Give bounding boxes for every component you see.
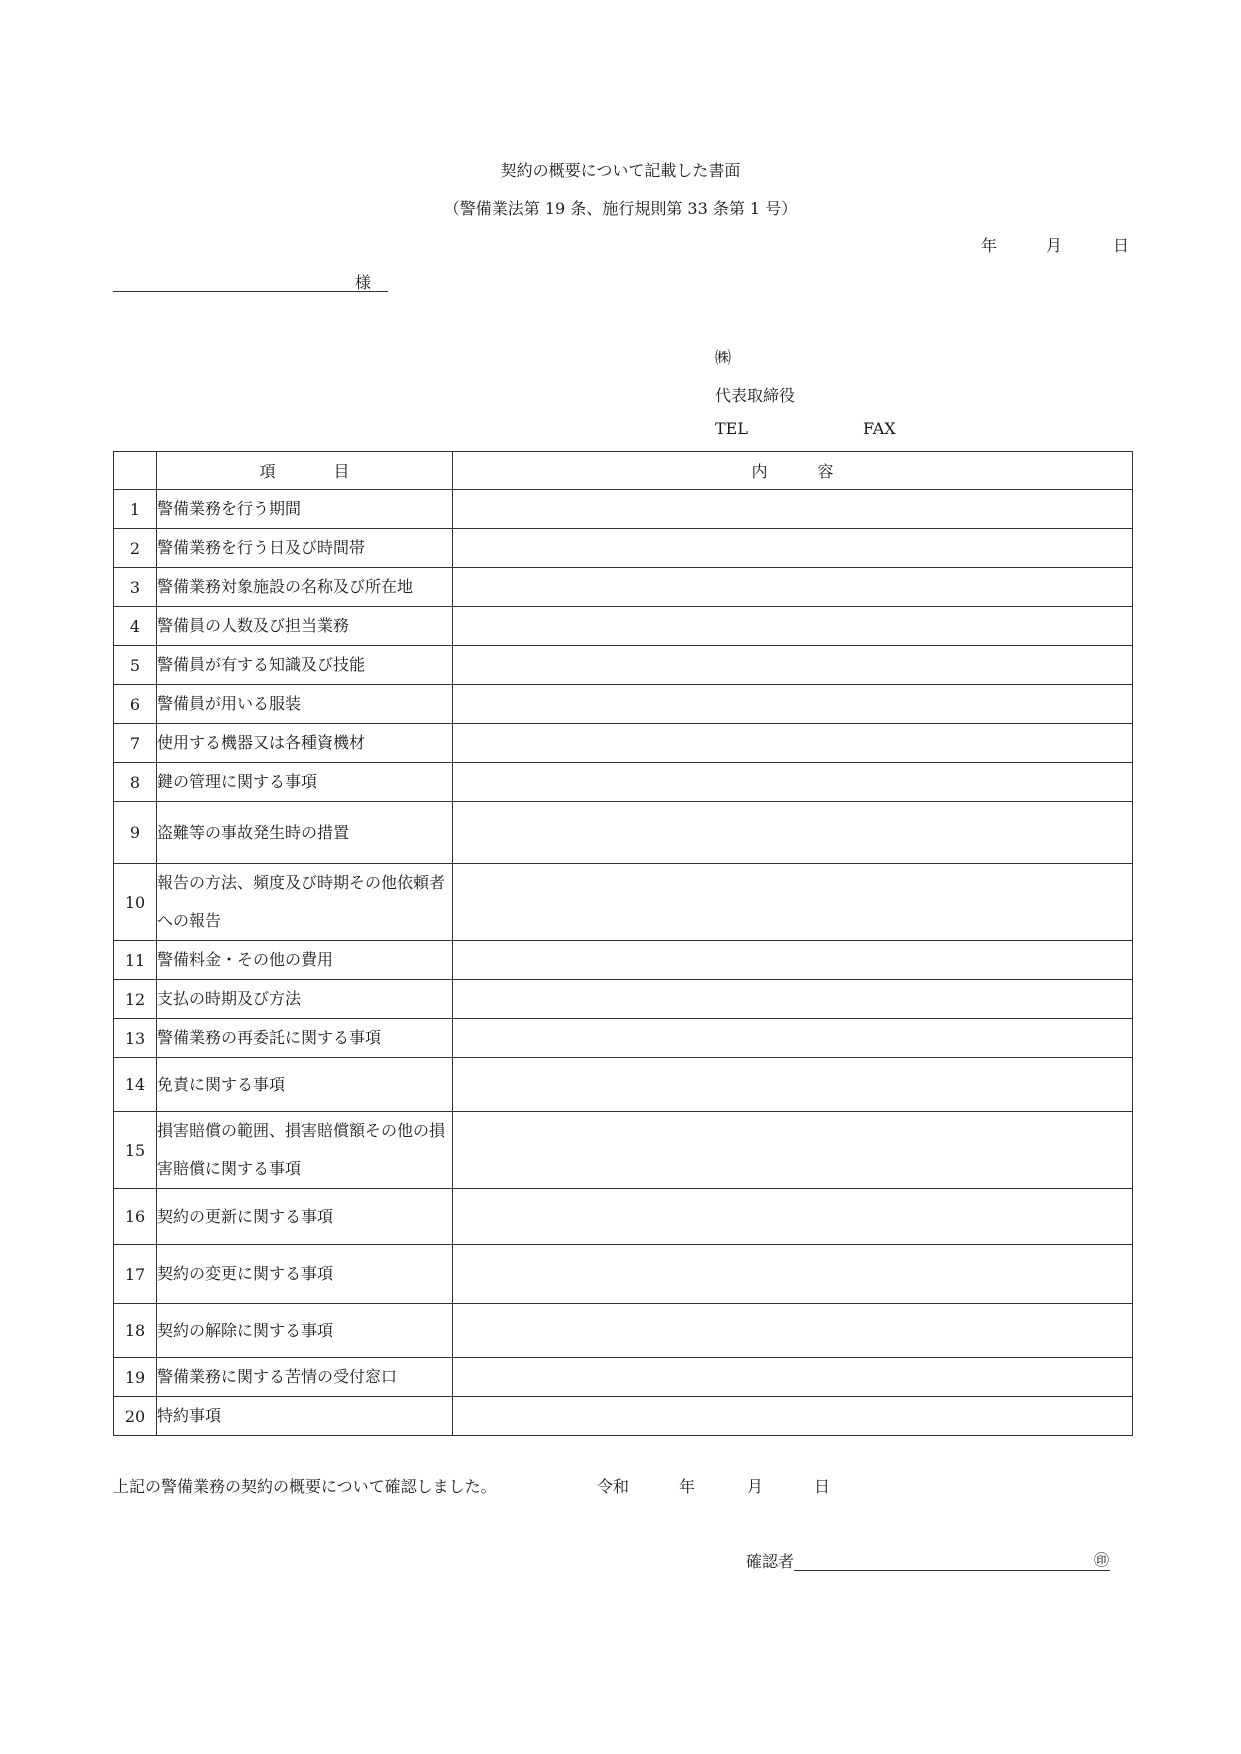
company-mark: ㈱ <box>715 348 732 367</box>
row-number: 7 <box>114 724 157 763</box>
table-row <box>114 1189 1133 1245</box>
row-item-label: 警備業務の再委託に関する事項 <box>157 1019 453 1058</box>
row-content-field[interactable] <box>453 763 1133 802</box>
header-content-char-1: 内 <box>751 462 768 481</box>
row-number: 14 <box>114 1058 157 1112</box>
row-item-label: 免責に関する事項 <box>157 1058 453 1112</box>
table-row <box>114 607 1133 646</box>
seal-mark: ㊞ <box>1094 1551 1110 1569</box>
table-row <box>114 1112 1133 1189</box>
row-item-label: 警備員が有する知識及び技能 <box>157 646 453 685</box>
row-number: 3 <box>114 568 157 607</box>
row-content-field[interactable] <box>453 724 1133 763</box>
table-row <box>114 490 1133 529</box>
row-item-label: 盗難等の事故発生時の措置 <box>157 802 453 864</box>
row-number: 6 <box>114 685 157 724</box>
header-item-char-1: 項 <box>259 462 276 481</box>
confirmer-label: 確認者 <box>746 1552 795 1571</box>
row-content-field[interactable] <box>453 1112 1133 1189</box>
row-content-field[interactable] <box>453 529 1133 568</box>
row-content-field[interactable] <box>453 1058 1133 1112</box>
contract-summary-table <box>113 451 1133 1436</box>
row-content-field[interactable] <box>453 1189 1133 1245</box>
footer-month-label: 月 <box>747 1477 764 1496</box>
recipient-name-line[interactable] <box>113 270 388 292</box>
row-item-label: 警備業務を行う日及び時間帯 <box>157 529 453 568</box>
row-number: 11 <box>114 941 157 980</box>
row-content-field[interactable] <box>453 1245 1133 1304</box>
row-item-label: 支払の時期及び方法 <box>157 980 453 1019</box>
recipient-suffix: 様 <box>355 273 372 292</box>
confirmer-signature-line[interactable] <box>794 1549 1110 1571</box>
document-title: 契約の概要について記載した書面 <box>500 161 741 180</box>
row-content-field[interactable] <box>453 568 1133 607</box>
row-content-field[interactable] <box>453 607 1133 646</box>
row-content-field[interactable] <box>453 864 1133 941</box>
row-item-label: 契約の解除に関する事項 <box>157 1304 453 1358</box>
date-day-label: 日 <box>1113 236 1130 255</box>
footer-day-label: 日 <box>814 1477 831 1496</box>
row-number: 19 <box>114 1358 157 1397</box>
table-row <box>114 864 1133 941</box>
row-number: 20 <box>114 1397 157 1436</box>
fax-label: FAX <box>863 419 896 438</box>
table-row <box>114 1304 1133 1358</box>
row-content-field[interactable] <box>453 980 1133 1019</box>
row-content-field[interactable] <box>453 1358 1133 1397</box>
row-item-label: 損害賠償の範囲、損害賠償額その他の損害賠償に関する事項 <box>157 1112 453 1189</box>
table-row <box>114 1058 1133 1112</box>
header-item-char-2: 目 <box>333 462 350 481</box>
table-row <box>114 763 1133 802</box>
row-content-field[interactable] <box>453 685 1133 724</box>
row-number: 2 <box>114 529 157 568</box>
row-item-label: 契約の変更に関する事項 <box>157 1245 453 1304</box>
document-subtitle: （警備業法第 19 条、施行規則第 33 条第 1 号） <box>443 199 798 218</box>
table-header-row <box>114 452 1133 490</box>
row-number: 13 <box>114 1019 157 1058</box>
row-item-label: 報告の方法、頻度及び時期その他依頼者への報告 <box>157 864 453 941</box>
row-content-field[interactable] <box>453 1019 1133 1058</box>
row-content-field[interactable] <box>453 1397 1133 1436</box>
table-row <box>114 980 1133 1019</box>
table-row <box>114 1019 1133 1058</box>
footer-era: 令和 <box>597 1477 630 1496</box>
row-number: 1 <box>114 490 157 529</box>
row-item-label: 警備業務に関する苦情の受付窓口 <box>157 1358 453 1397</box>
footer-year-label: 年 <box>679 1477 696 1496</box>
table-row <box>114 1245 1133 1304</box>
row-item-label: 契約の更新に関する事項 <box>157 1189 453 1245</box>
row-content-field[interactable] <box>453 490 1133 529</box>
row-number: 15 <box>114 1112 157 1189</box>
header-item-cell <box>157 452 453 490</box>
table-row <box>114 1358 1133 1397</box>
row-item-label: 警備料金・その他の費用 <box>157 941 453 980</box>
row-number: 9 <box>114 802 157 864</box>
row-number: 5 <box>114 646 157 685</box>
row-content-field[interactable] <box>453 1304 1133 1358</box>
row-number: 4 <box>114 607 157 646</box>
representative-label: 代表取締役 <box>715 386 796 405</box>
row-item-label: 警備業務を行う期間 <box>157 490 453 529</box>
row-item-label: 警備業務対象施設の名称及び所在地 <box>157 568 453 607</box>
row-item-label: 使用する機器又は各種資機材 <box>157 724 453 763</box>
row-item-label: 警備員が用いる服装 <box>157 685 453 724</box>
tel-label: TEL <box>715 419 748 438</box>
row-content-field[interactable] <box>453 646 1133 685</box>
table-row <box>114 724 1133 763</box>
date-year-label: 年 <box>981 236 998 255</box>
confirmation-text: 上記の警備業務の契約の概要について確認しました。 <box>113 1477 497 1496</box>
row-number: 8 <box>114 763 157 802</box>
row-number: 10 <box>114 864 157 941</box>
row-number: 12 <box>114 980 157 1019</box>
row-content-field[interactable] <box>453 941 1133 980</box>
row-number: 17 <box>114 1245 157 1304</box>
table-row <box>114 646 1133 685</box>
header-no-cell <box>114 452 157 490</box>
table-row <box>114 802 1133 864</box>
table-row <box>114 529 1133 568</box>
row-item-label: 警備員の人数及び担当業務 <box>157 607 453 646</box>
row-number: 18 <box>114 1304 157 1358</box>
date-month-label: 月 <box>1046 236 1063 255</box>
header-content-cell <box>453 452 1133 490</box>
table-row <box>114 941 1133 980</box>
row-content-field[interactable] <box>453 802 1133 864</box>
table-row <box>114 685 1133 724</box>
table-row <box>114 1397 1133 1436</box>
row-item-label: 鍵の管理に関する事項 <box>157 763 453 802</box>
table-row <box>114 568 1133 607</box>
row-item-label: 特約事項 <box>157 1397 453 1436</box>
header-content-char-2: 容 <box>817 462 834 481</box>
row-number: 16 <box>114 1189 157 1245</box>
